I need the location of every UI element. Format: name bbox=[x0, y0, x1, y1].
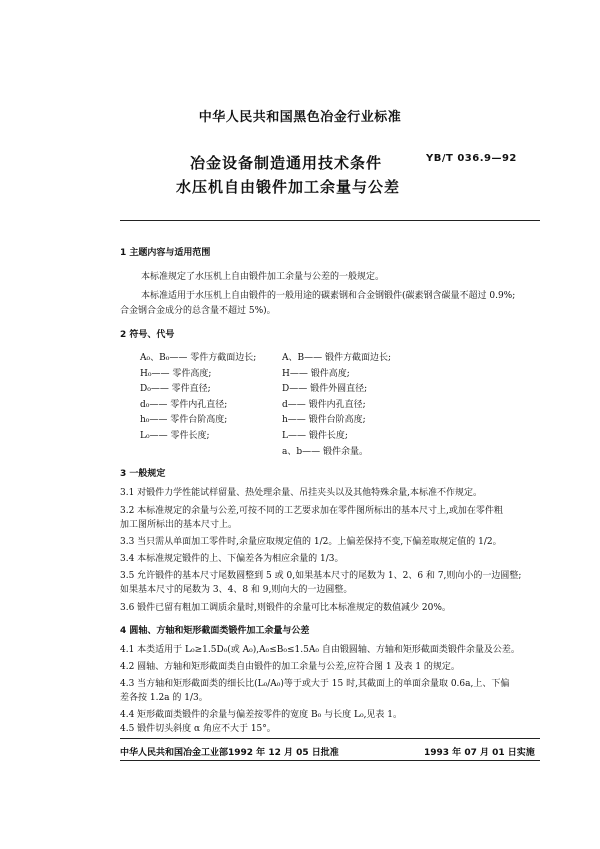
footer-effective-date: 1993 年 07 月 01 日实施 bbox=[424, 748, 535, 758]
symbol-right: d—— 锻件内孔直径; bbox=[282, 400, 366, 410]
footer-rule-top bbox=[120, 738, 540, 739]
document-title-line1: 冶金设备制造通用技术条件 bbox=[190, 154, 383, 172]
symbol-right: A、B—— 锻件方截面边长; bbox=[282, 353, 392, 363]
clause-4-3b: 差各按 1.2a 的 1/3。 bbox=[120, 693, 208, 703]
symbol-left: h₀—— 零件台阶高度; bbox=[140, 415, 228, 425]
standard-code: YB/T 036.9—92 bbox=[426, 153, 517, 164]
section-1-heading: 1 主题内容与适用范围 bbox=[120, 248, 211, 258]
clause-3-6: 3.6 锻件已留有粗加工调质余量时,则锻件的余量可比本标准规定的数值减少 20%。 bbox=[120, 603, 451, 613]
symbol-left: A₀、B₀—— 零件方截面边长; bbox=[140, 353, 257, 363]
clause-4-5: 4.5 锻件切头斜度 α 角应不大于 15°。 bbox=[120, 724, 276, 734]
section-2-heading: 2 符号、代号 bbox=[120, 330, 175, 340]
clause-3-5a: 3.5 允许锻件的基本尺寸尾数圆整到 5 或 0,如果基本尺寸的尾数为 1、2、6 和 7,则向小的一边圆整; bbox=[120, 571, 522, 581]
clause-4-4: 4.4 矩形截面类锻件的余量与偏差按零件的宽度 B₀ 与长度 L₀,见表 1。 bbox=[120, 710, 403, 720]
header-rule bbox=[120, 220, 540, 221]
symbol-right: H—— 锻件高度; bbox=[282, 369, 350, 379]
symbol-right: h—— 锻件台阶高度; bbox=[282, 415, 366, 425]
section-4-heading: 4 圆轴、方轴和矩形截面类锻件加工余量与公差 bbox=[120, 626, 310, 636]
symbol-right: L—— 锻件长度; bbox=[282, 431, 348, 441]
symbol-left: D₀—— 零件直径; bbox=[140, 384, 211, 394]
document-title-line2: 水压机自由锻件加工余量与公差 bbox=[176, 178, 401, 196]
section-3-heading: 3 一般规定 bbox=[120, 469, 166, 479]
clause-3-4: 3.4 本标准规定锻件的上、下偏差各为相应余量的 1/3。 bbox=[120, 554, 344, 564]
symbol-left: d₀—— 零件内孔直径; bbox=[140, 400, 228, 410]
section-1-paragraph-1: 本标准规定了水压机上自由锻件加工余量与公差的一般规定。 bbox=[141, 272, 385, 282]
clause-3-2b: 加工图所标出的基本尺寸上。 bbox=[120, 520, 238, 530]
section-1-paragraph-2a: 本标准适用于水压机上自由锻件的一般用途的碳素钢和合金钢锻件(碳素钢含碳量不超过 0.9%; bbox=[141, 291, 516, 301]
symbol-left: H₀—— 零件高度; bbox=[140, 369, 212, 379]
symbol-left: L₀—— 零件长度; bbox=[140, 431, 210, 441]
symbol-right: D—— 锻件外圆直径; bbox=[282, 384, 368, 394]
clause-4-2: 4.2 圆轴、方轴和矩形截面类自由锻件的加工余量与公差,应符合图 1 及表 1 的规定。 bbox=[120, 662, 460, 672]
symbol-right: a、b—— 锻件余量。 bbox=[282, 447, 368, 457]
clause-3-3: 3.3 当只需从单面加工零件时,余量应取规定值的 1/2。上偏差保持不变,下偏差取规定值的 1/2。 bbox=[120, 537, 502, 547]
footer-rule-bottom bbox=[120, 760, 540, 761]
clause-3-5b: 如果基本尺寸的尾数为 3、4、8 和 9,则向大的一边圆整。 bbox=[120, 585, 353, 595]
clause-3-2a: 3.2 本标准规定的余量与公差,可按不同的工艺要求加在零件图所标出的基本尺寸上,或加在零件粗 bbox=[120, 506, 503, 516]
clause-3-1: 3.1 对锻件力学性能试样留量、热处理余量、吊挂夹头以及其他特殊余量,本标准不作规定。 bbox=[120, 488, 483, 498]
clause-4-3a: 4.3 当方轴和矩形截面类的细长比(L₀/A₀)等于或大于 15 时,其截面上的单面余量取 0.6a,上、下偏 bbox=[120, 679, 510, 689]
clause-4-1: 4.1 本类适用于 L₀≥1.5D₀(或 A₀),A₀≤B₀≤1.5A₀ 自由锻圆轴、方轴和矩形截面类锻件余量及公差。 bbox=[120, 645, 520, 655]
section-1-paragraph-2b: 合金钢合金成分的总含量不超过 5%)。 bbox=[120, 306, 276, 316]
footer-approval: 中华人民共和国冶金工业部1992 年 12 月 05 日批准 bbox=[120, 748, 339, 758]
issuing-body-title: 中华人民共和国黑色冶金行业标准 bbox=[198, 110, 402, 125]
